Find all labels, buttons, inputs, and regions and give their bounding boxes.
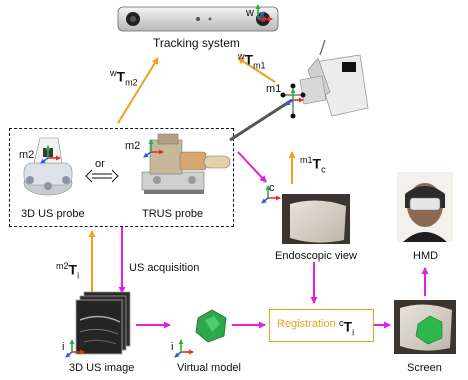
transform-wTm1: $^wT_{m1}$ <box>238 51 266 71</box>
frame-label-i-image: i <box>62 341 65 353</box>
frame-label-c: c <box>269 182 275 194</box>
frame-label-w: w <box>246 7 254 19</box>
transform-cTi: $^cT_i$ <box>339 318 355 338</box>
endoscopic-view-image <box>282 194 350 244</box>
transform-m1Tc: $^{m1}T_c$ <box>300 155 326 175</box>
model-frame-axes <box>175 340 193 357</box>
hmd-label: HMD <box>413 250 439 262</box>
hmd-headset-icon <box>397 172 453 242</box>
us-image-stack-icon <box>76 292 130 354</box>
or-label: or <box>95 158 105 170</box>
transform-wTm2: $^wT_{m2}$ <box>110 68 138 88</box>
endoscopic-view-label: Endoscopic view <box>275 250 357 262</box>
frame-label-i-model: i <box>171 341 174 353</box>
probe-trus-label: TRUS probe <box>142 208 204 220</box>
probe-3d-label: 3D US probe <box>21 208 85 220</box>
screen-label: Screen <box>407 362 442 374</box>
us-image-label: 3D US image <box>69 362 135 374</box>
registration-label: Registration <box>277 318 336 330</box>
tracking-system-label: Tracking system <box>153 36 240 50</box>
arrow-probe-to-endoscope <box>238 152 266 182</box>
transform-m2Ti: $^{m2}T_i$ <box>56 261 80 281</box>
virtual-model-icon <box>196 310 226 342</box>
trus-probe-icon <box>142 134 230 194</box>
us-acquisition-label: US acquisition <box>129 262 200 274</box>
virtual-model-label: Virtual model <box>177 362 241 374</box>
tracking-camera-icon <box>118 5 278 31</box>
or-double-arrow <box>86 170 118 182</box>
screen-view-image <box>394 300 456 354</box>
frame-label-m2-left: m2 <box>19 149 35 161</box>
frame-label-m1: m1 <box>266 83 282 95</box>
frame-label-m2-right: m2 <box>125 140 141 152</box>
us-probe-3d-icon <box>24 138 72 195</box>
